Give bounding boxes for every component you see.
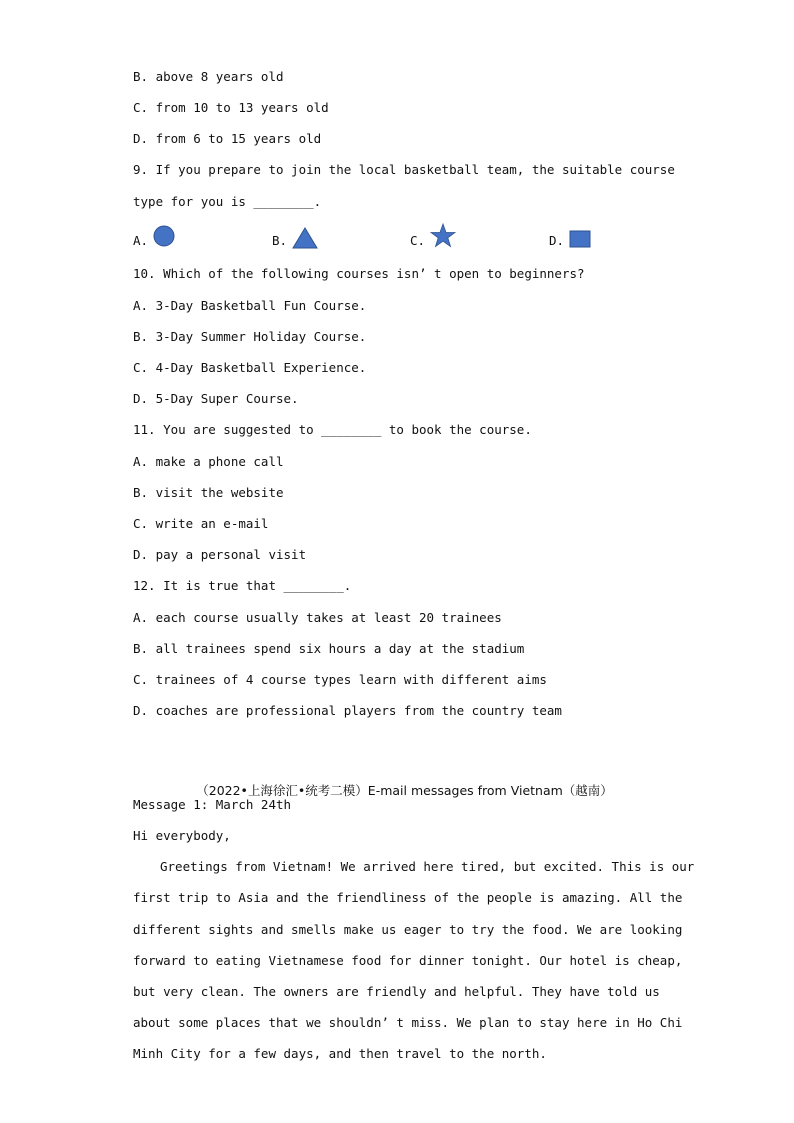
q11-option-c: C. write an e-mail	[133, 516, 269, 531]
triangle-icon	[292, 227, 318, 249]
q11-question: 11. You are suggested to ________ to book the course.	[133, 422, 532, 437]
passage-line: but very clean. The owners are friendly and helpful. They have told us	[133, 984, 660, 999]
passage-line: Greetings from Vietnam! We arrived here tired, but excited. This is our	[160, 859, 695, 874]
q11-option-d: D. pay a personal visit	[133, 547, 307, 562]
q9-option-d-label: D.	[549, 233, 565, 248]
q11-option-a: A. make a phone call	[133, 454, 284, 469]
passage-line: first trip to Asia and the friendliness of the people is amazing. All the	[133, 890, 683, 905]
q9-question-line2: type for you is ________.	[133, 194, 322, 209]
q8-option-d: D. from 6 to 15 years old	[133, 131, 322, 146]
passage-heading	[0, 766, 794, 799]
q10-question: 10. Which of the following courses isn’ t open to beginners?	[133, 266, 585, 281]
square-icon	[569, 230, 591, 248]
passage-heading-text: （2022•上海徐汇•统考二模）E-mail messages from Vietnam（越南）	[196, 783, 613, 798]
q9-options	[133, 225, 653, 251]
q10-option-c: C. 4-Day Basketball Experience.	[133, 360, 367, 375]
passage-line: Minh City for a few days, and then travel to the north.	[133, 1046, 547, 1061]
q12-option-b: B. all trainees spend six hours a day at the stadium	[133, 641, 525, 656]
q12-option-a: A. each course usually takes at least 20 trainees	[133, 610, 502, 625]
passage-line: different sights and smells make us eager to try the food. We are looking	[133, 922, 683, 937]
q11-option-b: B. visit the website	[133, 485, 284, 500]
q12-question: 12. It is true that ________.	[133, 578, 352, 593]
q9-option-c-label: C.	[410, 233, 426, 248]
q9-option-a-label: A.	[133, 233, 149, 248]
star-icon	[430, 223, 456, 248]
passage-line: forward to eating Vietnamese food for dinner tonight. Our hotel is cheap,	[133, 953, 683, 968]
q9-question-line1: 9. If you prepare to join the local basketball team, the suitable course	[133, 162, 675, 177]
q12-option-c: C. trainees of 4 course types learn with different aims	[133, 672, 547, 687]
passage-line: about some places that we shouldn’ t miss. We plan to stay here in Ho Chi	[133, 1015, 683, 1030]
q10-option-b: B. 3-Day Summer Holiday Course.	[133, 329, 367, 344]
greeting: Hi everybody,	[133, 828, 231, 843]
message-title: Message 1: March 24th	[133, 797, 292, 812]
q12-option-d: D. coaches are professional players from the country team	[133, 703, 562, 718]
q10-option-d: D. 5-Day Super Course.	[133, 391, 299, 406]
q9-option-b-label: B.	[272, 233, 288, 248]
circle-icon	[153, 225, 175, 247]
q8-option-b: B. above 8 years old	[133, 69, 284, 84]
q8-option-c: C. from 10 to 13 years old	[133, 100, 329, 115]
q10-option-a: A. 3-Day Basketball Fun Course.	[133, 298, 367, 313]
